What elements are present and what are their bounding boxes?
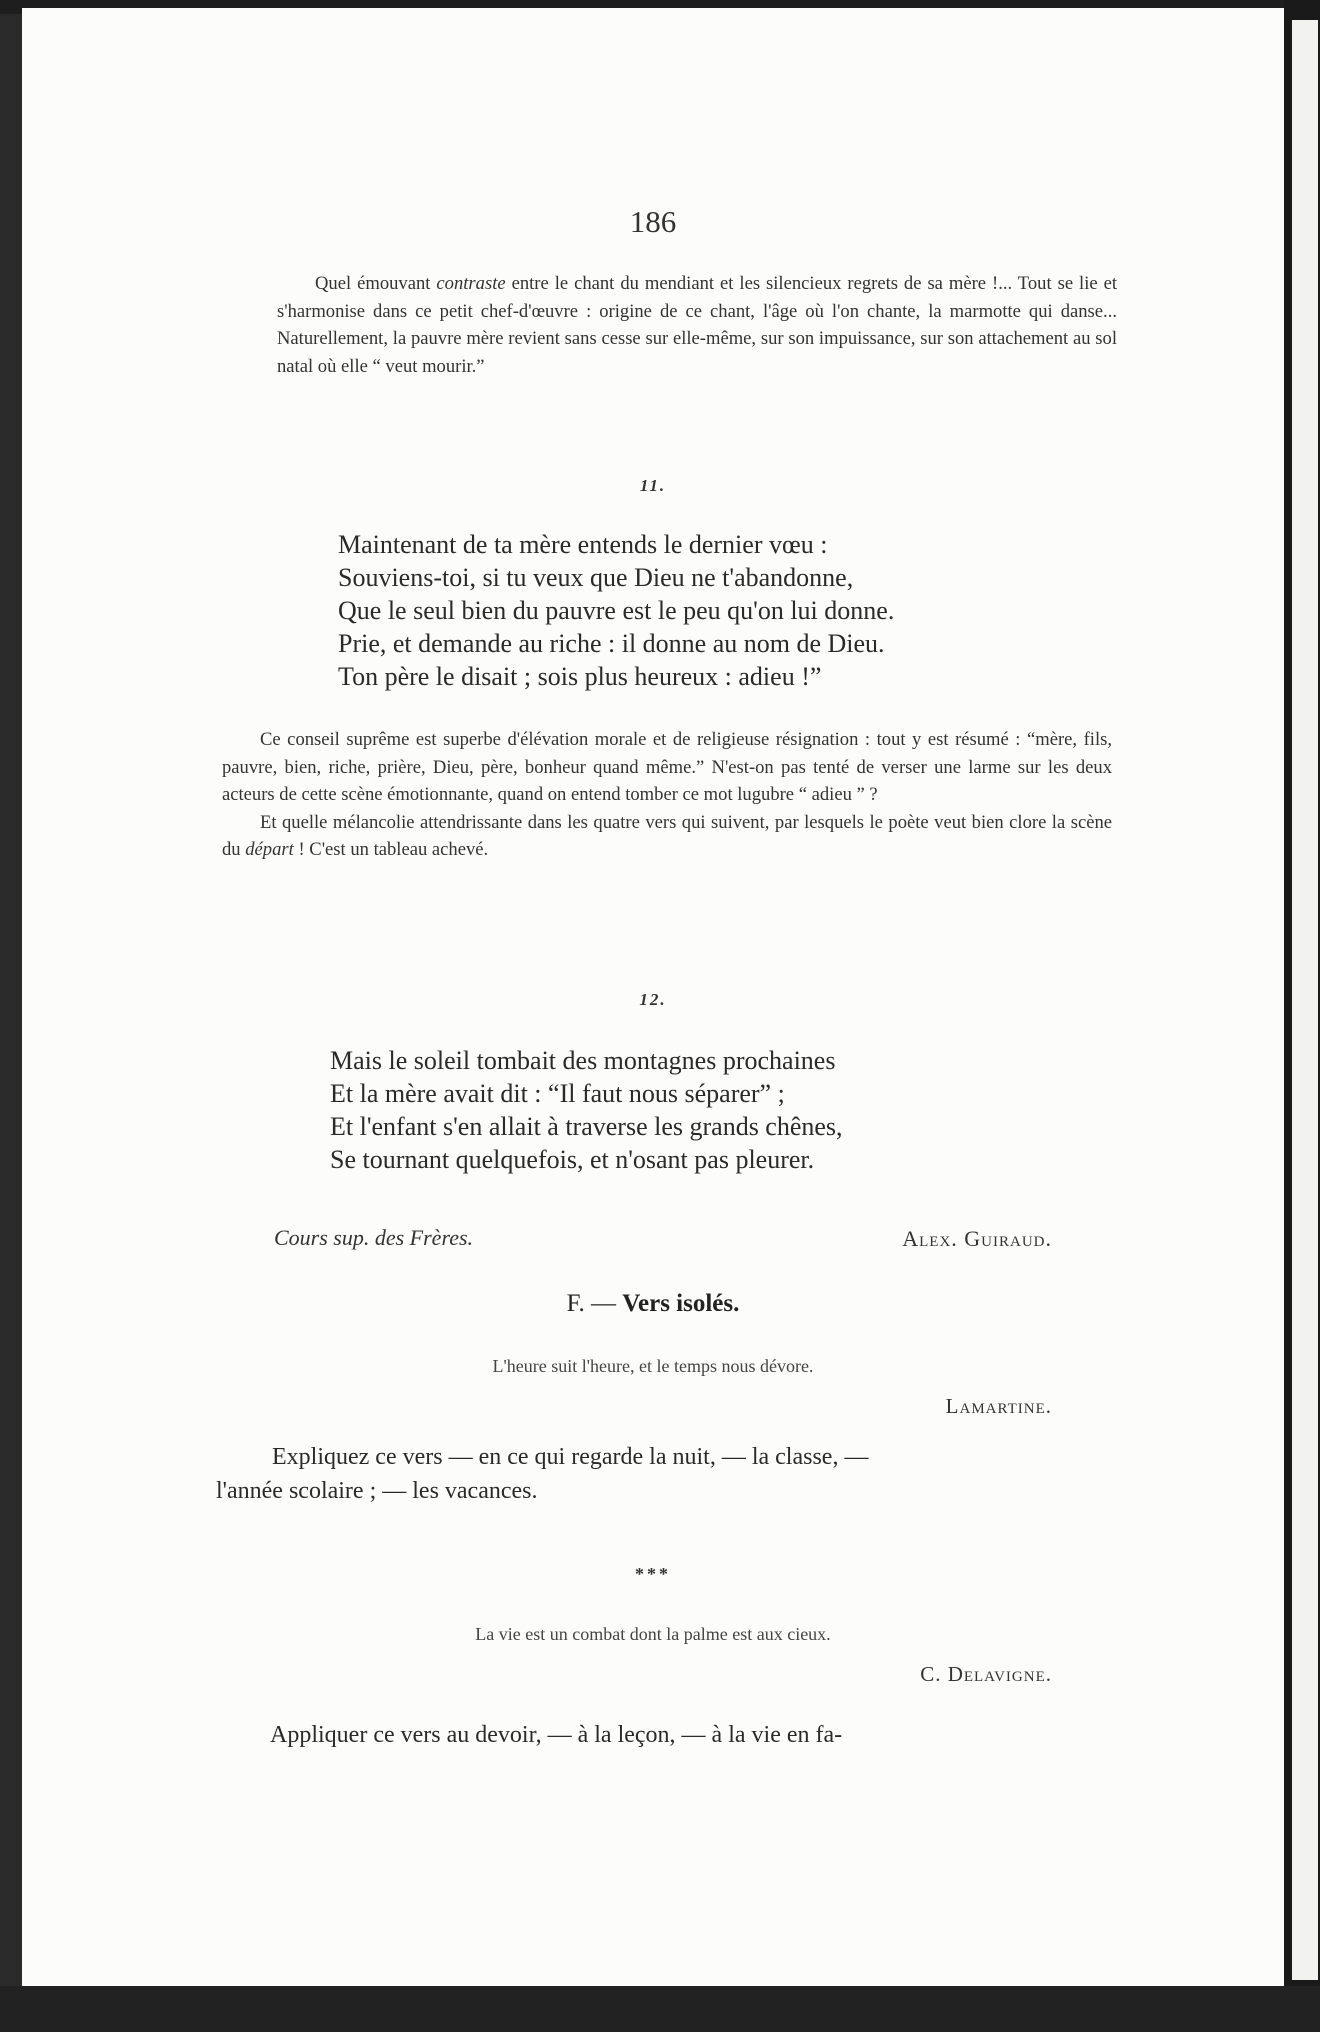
commentary-text-start: Et quelle mélancolie attendrissante dans les quatre vers qui suivent, par lesquels le poète veut bien clore la scène du <box>222 811 1112 860</box>
verse-line: Se tournant quelquefois, et n'osant pas pleurer. <box>330 1145 815 1174</box>
intro-text <box>277 270 1117 380</box>
commentary-emphasis: départ <box>245 839 294 860</box>
exercise-1-line-2: l'année scolaire ; — les vacances. <box>216 1478 538 1504</box>
verse-line: Que le seul bien du pauvre est le peu qu'on lui donne. <box>338 596 895 625</box>
verse-line: Souviens-toi, si tu veux que Dieu ne t'abandonne, <box>338 563 854 592</box>
verse-line: Ton père le disait ; sois plus heureux : adieu !” <box>338 662 822 691</box>
quotation-2: La vie est un combat dont la palme est aux cieux. <box>475 1624 831 1644</box>
asterism-separator: *** <box>635 1564 671 1584</box>
exercise-2: Appliquer ce vers au devoir, — à la leçon, — à la vie en fa- <box>270 1722 843 1748</box>
scan-bottom-border <box>0 1986 1320 2032</box>
book-page <box>22 8 1284 1986</box>
intro-emphasis: contraste <box>436 273 506 294</box>
quotation-2-author: C. Delavigne. <box>920 1662 1052 1686</box>
intro-text-end: entre le chant du mendiant et les silencieux regrets de sa mère !... Tout se lie et s'harmonise dans ce petit chef-d'œuvre : origine de ce chant, l'âge où l'on chante, la marmotte qui danse... Naturellement, la pauvre mère revient sans cesse sur elle-même, sur son impuissance, sur son attachement au sol natal où elle “ veut mourir.” <box>277 273 1117 377</box>
verse-block-12 <box>330 1044 1090 1176</box>
verse-line: Et la mère avait dit : “Il faut nous séparer” ; <box>330 1079 785 1108</box>
adjacent-page-edge <box>1292 20 1318 1980</box>
exercise-1 <box>216 1440 1096 1508</box>
verse-line: Prie, et demande au riche : il donne au nom de Dieu. <box>338 629 885 658</box>
verse-line: Et l'enfant s'en allait à traverse les grands chênes, <box>330 1112 843 1141</box>
section-heading-f <box>22 1290 1284 1318</box>
scan-right-border <box>1284 0 1320 2032</box>
author-signature: Alex. Guiraud. <box>902 1226 1052 1251</box>
verse-block-11 <box>338 528 1098 693</box>
intro-paragraph <box>277 270 1117 380</box>
section-heading-title: Vers isolés. <box>622 1290 740 1317</box>
section-number-11: 11. <box>639 476 667 495</box>
commentary-paragraph-1: Ce conseil suprême est superbe d'élévation morale et de religieuse résignation : tout y est résumé : “mère, fils, pauvre, bien, riche, prière, Dieu, père, bonheur quand même.” N'est-on pas tenté de verser une larme sur les deux acteurs de cette scène émotionnante, quand on entend tomber ce mot lugubre “ adieu ” ? <box>222 729 1112 805</box>
commentary-paragraph-2 <box>222 809 1112 864</box>
section-heading-prefix: F. — <box>566 1290 623 1317</box>
source-attribution: Cours sup. des Frères. <box>274 1225 474 1250</box>
exercise-1-line-1: Expliquez ce vers — en ce qui regarde la nuit, — la classe, — <box>272 1444 869 1470</box>
commentary-11 <box>222 726 1112 864</box>
section-number-12: 12. <box>639 990 667 1009</box>
quotation-1-author: Lamartine. <box>945 1394 1052 1418</box>
verse-line: Maintenant de ta mère entends le dernier vœu : <box>338 530 828 559</box>
page-number: 186 <box>629 204 677 239</box>
verse-line: Mais le soleil tombait des montagnes prochaines <box>330 1046 836 1075</box>
commentary-text-end: ! C'est un tableau achevé. <box>293 839 489 860</box>
quotation-1: L'heure suit l'heure, et le temps nous dévore. <box>492 1356 814 1376</box>
intro-text-start: Quel émouvant <box>315 273 437 294</box>
